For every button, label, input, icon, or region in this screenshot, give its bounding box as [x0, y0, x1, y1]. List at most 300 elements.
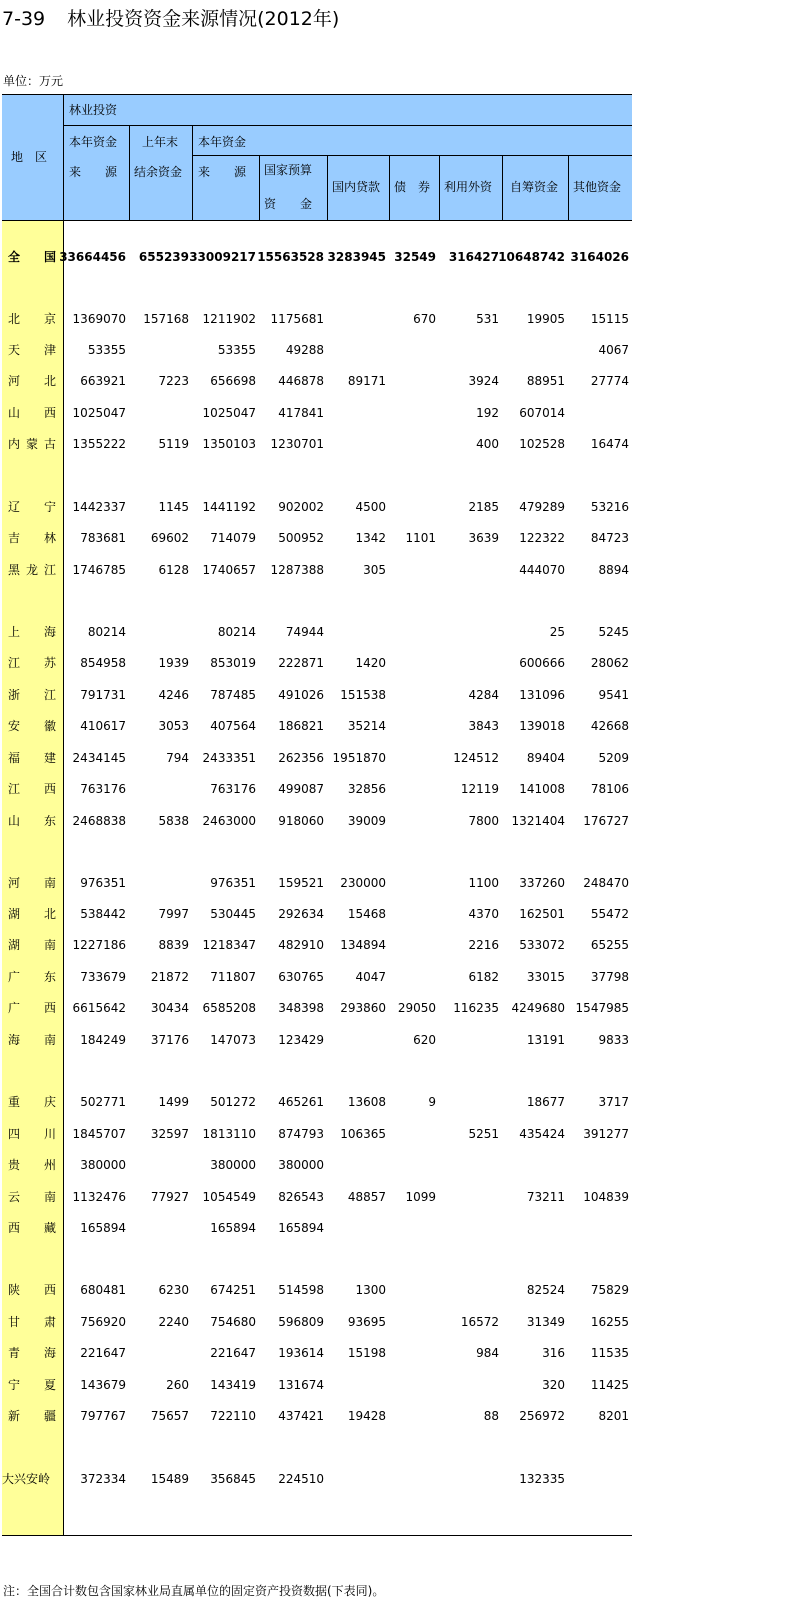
value-cell: 316427: [448, 250, 499, 264]
value-cell: 93695: [347, 1315, 386, 1329]
value-cell: 19905: [526, 312, 565, 326]
value-cell: 3053: [158, 719, 189, 733]
table-row: [2, 1187, 632, 1207]
value-cell: 756920: [80, 1315, 126, 1329]
value-cell: 224510: [278, 1472, 324, 1486]
table-row: [2, 371, 632, 391]
value-cell: 826543: [278, 1190, 324, 1204]
header-vline: [502, 155, 503, 220]
value-cell: 292634: [278, 907, 324, 921]
value-cell: 763176: [210, 782, 256, 796]
table-row: [2, 1312, 632, 1332]
value-cell: 711807: [210, 970, 256, 984]
value-cell: 530445: [210, 907, 256, 921]
value-cell: 1300: [355, 1283, 386, 1297]
value-cell: 3717: [598, 1095, 629, 1109]
value-cell: 11535: [590, 1346, 629, 1360]
value-cell: 165894: [210, 1221, 256, 1235]
value-cell: 763176: [80, 782, 126, 796]
region-name: 四川: [8, 1127, 56, 1141]
value-cell: 5838: [158, 814, 189, 828]
value-cell: 1746785: [72, 563, 126, 577]
table-top-border: [2, 94, 632, 95]
value-cell: 106365: [340, 1127, 386, 1141]
table-row: [2, 716, 632, 736]
value-cell: 124512: [453, 751, 499, 765]
value-cell: 5209: [598, 751, 629, 765]
value-cell: 6585208: [202, 1001, 256, 1015]
header-vline: [259, 155, 260, 220]
value-cell: 437421: [278, 1409, 324, 1423]
value-cell: 976351: [80, 876, 126, 890]
value-cell: 417841: [278, 406, 324, 420]
value-cell: 918060: [278, 814, 324, 828]
value-cell: 84723: [590, 531, 629, 545]
value-cell: 123429: [278, 1033, 324, 1047]
value-cell: 6230: [158, 1283, 189, 1297]
header-col7: 利用外资: [444, 180, 493, 194]
value-cell: 391277: [583, 1127, 629, 1141]
value-cell: 1420: [355, 656, 386, 670]
value-cell: 42668: [590, 719, 629, 733]
value-cell: 69602: [150, 531, 189, 545]
region-name: 山东: [8, 814, 56, 828]
value-cell: 8894: [598, 563, 629, 577]
value-cell: 6182: [468, 970, 499, 984]
value-cell: 141008: [519, 782, 565, 796]
value-cell: 15563528: [257, 250, 324, 264]
value-cell: 88951: [526, 374, 565, 388]
value-cell: 7997: [158, 907, 189, 921]
header-forestry-investment: 林业投资: [69, 103, 118, 117]
value-cell: 533072: [519, 938, 565, 952]
value-cell: 157168: [143, 312, 189, 326]
value-cell: 192: [476, 406, 499, 420]
value-cell: 491026: [278, 688, 324, 702]
value-cell: 15489: [150, 1472, 189, 1486]
table-row: [2, 653, 632, 673]
value-cell: 1230701: [270, 437, 324, 451]
value-cell: 9541: [598, 688, 629, 702]
table-row: [2, 998, 632, 1018]
value-cell: 186821: [278, 719, 324, 733]
region-name: 山西: [8, 406, 56, 420]
value-cell: 337260: [519, 876, 565, 890]
value-cell: 75829: [590, 1283, 629, 1297]
data-table: [2, 94, 632, 1536]
value-cell: 32597: [150, 1127, 189, 1141]
value-cell: 380000: [210, 1158, 256, 1172]
value-cell: 1211902: [202, 312, 256, 326]
region-name: 安徽: [8, 719, 56, 733]
region-name: 青海: [8, 1346, 56, 1360]
page-title: [2, 4, 339, 31]
table-number: 7-39: [2, 8, 46, 30]
value-cell: 6615642: [72, 1001, 126, 1015]
value-cell: 33664456: [59, 250, 126, 264]
value-cell: 1951870: [332, 751, 386, 765]
value-cell: 674251: [210, 1283, 256, 1297]
table-row: [2, 528, 632, 548]
value-cell: 853019: [210, 656, 256, 670]
region-name: 上海: [8, 625, 56, 639]
value-cell: 400: [476, 437, 499, 451]
value-cell: 531: [476, 312, 499, 326]
value-cell: 151538: [340, 688, 386, 702]
value-cell: 222871: [278, 656, 324, 670]
value-cell: 35214: [347, 719, 386, 733]
value-cell: 8201: [598, 1409, 629, 1423]
value-cell: 21872: [150, 970, 189, 984]
value-cell: 1441192: [202, 500, 256, 514]
region-name: 云南: [8, 1190, 56, 1204]
value-cell: 53355: [87, 343, 126, 357]
table-row: [2, 811, 632, 831]
value-cell: 500952: [278, 531, 324, 545]
value-cell: 874793: [278, 1127, 324, 1141]
value-cell: 2468838: [72, 814, 126, 828]
value-cell: 184249: [80, 1033, 126, 1047]
header-col2-line1: 上年末: [142, 135, 179, 149]
value-cell: 607014: [519, 406, 565, 420]
value-cell: 1350103: [202, 437, 256, 451]
value-cell: 147073: [210, 1033, 256, 1047]
region-name: 新疆: [8, 1409, 56, 1423]
value-cell: 596809: [278, 1315, 324, 1329]
value-cell: 791731: [80, 688, 126, 702]
value-cell: 162501: [519, 907, 565, 921]
value-cell: 1025047: [202, 406, 256, 420]
value-cell: 4370: [468, 907, 499, 921]
value-cell: 27774: [590, 374, 629, 388]
value-cell: 7223: [158, 374, 189, 388]
region-name: 浙江: [8, 688, 56, 702]
value-cell: 1499: [158, 1095, 189, 1109]
value-cell: 16255: [590, 1315, 629, 1329]
header-vline: [327, 155, 328, 220]
value-cell: 410617: [80, 719, 126, 733]
header-vline: [129, 125, 130, 220]
value-cell: 1355222: [72, 437, 126, 451]
region-name: 湖南: [8, 938, 56, 952]
region-name: 湖北: [8, 907, 56, 921]
table-row: [2, 1218, 632, 1238]
value-cell: 984: [476, 1346, 499, 1360]
value-cell: 33009217: [189, 250, 256, 264]
value-cell: 13608: [347, 1095, 386, 1109]
value-cell: 305: [363, 563, 386, 577]
table-row: [2, 622, 632, 642]
value-cell: 256972: [519, 1409, 565, 1423]
value-cell: 3924: [468, 374, 499, 388]
value-cell: 53216: [590, 500, 629, 514]
table-row: [2, 748, 632, 768]
header-vline: [389, 155, 390, 220]
value-cell: 221647: [80, 1346, 126, 1360]
value-cell: 293860: [340, 1001, 386, 1015]
value-cell: 89404: [526, 751, 565, 765]
value-cell: 88: [483, 1409, 499, 1423]
region-name: 天津: [8, 343, 56, 357]
region-name: 内蒙古: [8, 437, 56, 451]
header-col5: 国内贷款: [332, 180, 381, 194]
header-col1-line2: 来 源: [69, 165, 118, 179]
value-cell: 131096: [519, 688, 565, 702]
value-cell: 2185: [468, 500, 499, 514]
value-cell: 482910: [278, 938, 324, 952]
value-cell: 15468: [347, 907, 386, 921]
value-cell: 53355: [217, 343, 256, 357]
header-vline: [568, 155, 569, 220]
value-cell: 30434: [150, 1001, 189, 1015]
value-cell: 1101: [405, 531, 436, 545]
value-cell: 260: [166, 1378, 189, 1392]
value-cell: 465261: [278, 1095, 324, 1109]
header-line-2: [192, 155, 632, 156]
header-bg: [63, 94, 632, 220]
value-cell: 444070: [519, 563, 565, 577]
value-cell: 165894: [278, 1221, 324, 1235]
region-name: 江西: [8, 782, 56, 796]
value-cell: 656698: [210, 374, 256, 388]
value-cell: 4249680: [511, 1001, 565, 1015]
value-cell: 5119: [158, 437, 189, 451]
value-cell: 1939: [158, 656, 189, 670]
value-cell: 620: [413, 1033, 436, 1047]
value-cell: 74944: [285, 625, 324, 639]
header-col8: 自筹资金: [510, 180, 559, 194]
value-cell: 976351: [210, 876, 256, 890]
value-cell: 221647: [210, 1346, 256, 1360]
value-cell: 797767: [80, 1409, 126, 1423]
region-name: 辽宁: [8, 500, 56, 514]
value-cell: 2433351: [202, 751, 256, 765]
value-cell: 37798: [590, 970, 629, 984]
value-cell: 407564: [210, 719, 256, 733]
value-cell: 48857: [347, 1190, 386, 1204]
value-cell: 139018: [519, 719, 565, 733]
value-cell: 1442337: [72, 500, 126, 514]
header-col2-line2: 结余资金: [134, 165, 183, 179]
table-row: [2, 1469, 632, 1489]
value-cell: 854958: [80, 656, 126, 670]
region-name: 广西: [8, 1001, 56, 1015]
value-cell: 262356: [278, 751, 324, 765]
value-cell: 538442: [80, 907, 126, 921]
table-row: [2, 1343, 632, 1363]
value-cell: 733679: [80, 970, 126, 984]
value-cell: 18677: [526, 1095, 565, 1109]
table-row: [2, 1280, 632, 1300]
table-row: [2, 935, 632, 955]
region-name: 北京: [8, 312, 56, 326]
value-cell: 356845: [210, 1472, 256, 1486]
value-cell: 37176: [150, 1033, 189, 1047]
value-cell: 1342: [355, 531, 386, 545]
value-cell: 372334: [80, 1472, 126, 1486]
region-name: 福建: [8, 751, 56, 765]
region-name: 河北: [8, 374, 56, 388]
value-cell: 25: [549, 625, 565, 639]
value-cell: 134894: [340, 938, 386, 952]
region-name: 黑龙江: [8, 563, 56, 577]
header-col4-line2: 资 金: [264, 197, 313, 211]
value-cell: 80214: [217, 625, 256, 639]
value-cell: 9833: [598, 1033, 629, 1047]
header-col9: 其他资金: [573, 180, 622, 194]
value-cell: 31349: [526, 1315, 565, 1329]
table-row: [2, 434, 632, 454]
value-cell: 75657: [150, 1409, 189, 1423]
header-col4-line1: 国家预算: [264, 163, 313, 177]
value-cell: 514598: [278, 1283, 324, 1297]
region-name: 贵州: [8, 1158, 56, 1172]
value-cell: 102528: [519, 437, 565, 451]
value-cell: 1175681: [270, 312, 324, 326]
unit-label: 单位：万元: [3, 74, 64, 88]
table-row: [2, 904, 632, 924]
value-cell: 15115: [590, 312, 629, 326]
value-cell: 2216: [468, 938, 499, 952]
value-cell: 4246: [158, 688, 189, 702]
value-cell: 33015: [526, 970, 565, 984]
value-cell: 9: [428, 1095, 436, 1109]
value-cell: 29050: [397, 1001, 436, 1015]
table-row: [2, 309, 632, 329]
table-row: [2, 1406, 632, 1426]
value-cell: 159521: [278, 876, 324, 890]
table-row: [2, 403, 632, 423]
value-cell: 28062: [590, 656, 629, 670]
value-cell: 16572: [460, 1315, 499, 1329]
value-cell: 104839: [583, 1190, 629, 1204]
value-cell: 1227186: [72, 938, 126, 952]
value-cell: 1845707: [72, 1127, 126, 1141]
header-col3: 来 源: [198, 165, 247, 179]
value-cell: 248470: [583, 876, 629, 890]
value-cell: 714079: [210, 531, 256, 545]
header-current-year-group: 本年资金: [198, 135, 247, 149]
region-name: 宁夏: [8, 1378, 56, 1392]
value-cell: 13191: [526, 1033, 565, 1047]
value-cell: 3283945: [327, 250, 386, 264]
header-line-1: [63, 125, 632, 126]
value-cell: 1145: [158, 500, 189, 514]
value-cell: 446878: [278, 374, 324, 388]
value-cell: 8839: [158, 938, 189, 952]
value-cell: 176727: [583, 814, 629, 828]
value-cell: 193614: [278, 1346, 324, 1360]
region-name: 全国: [8, 250, 56, 264]
value-cell: 143419: [210, 1378, 256, 1392]
value-cell: 10648742: [498, 250, 565, 264]
region-name: 重庆: [8, 1095, 56, 1109]
header-col6: 债 券: [394, 180, 431, 194]
value-cell: 73211: [526, 1190, 565, 1204]
value-cell: 32549: [394, 250, 436, 264]
value-cell: 663921: [80, 374, 126, 388]
value-cell: 1547985: [575, 1001, 629, 1015]
value-cell: 499087: [278, 782, 324, 796]
header-vline: [192, 125, 193, 220]
region-name: 海南: [8, 1033, 56, 1047]
table-row: [2, 685, 632, 705]
value-cell: 670: [413, 312, 436, 326]
value-cell: 32856: [347, 782, 386, 796]
value-cell: 6128: [158, 563, 189, 577]
value-cell: 5245: [598, 625, 629, 639]
table-row: [2, 497, 632, 517]
value-cell: 78106: [590, 782, 629, 796]
value-cell: 3639: [468, 531, 499, 545]
value-cell: 1025047: [72, 406, 126, 420]
region-name: 广东: [8, 970, 56, 984]
value-cell: 630765: [278, 970, 324, 984]
value-cell: 165894: [80, 1221, 126, 1235]
value-cell: 348398: [278, 1001, 324, 1015]
value-cell: 680481: [80, 1283, 126, 1297]
value-cell: 4067: [598, 343, 629, 357]
value-cell: 82524: [526, 1283, 565, 1297]
table-row: [2, 1092, 632, 1112]
value-cell: 11425: [590, 1378, 629, 1392]
header-col1-line1: 本年资金: [69, 135, 118, 149]
region-name: 吉林: [8, 531, 56, 545]
table-row: [2, 560, 632, 580]
value-cell: 380000: [80, 1158, 126, 1172]
value-cell: 131674: [278, 1378, 324, 1392]
region-name: 江苏: [8, 656, 56, 670]
value-cell: 80214: [87, 625, 126, 639]
value-cell: 320: [542, 1378, 565, 1392]
value-cell: 4500: [355, 500, 386, 514]
value-cell: 655239: [138, 250, 189, 264]
value-cell: 5251: [468, 1127, 499, 1141]
value-cell: 1132476: [72, 1190, 126, 1204]
value-cell: 2240: [158, 1315, 189, 1329]
value-cell: 55472: [590, 907, 629, 921]
value-cell: 783681: [80, 531, 126, 545]
table-row: [2, 967, 632, 987]
value-cell: 380000: [278, 1158, 324, 1172]
value-cell: 902002: [278, 500, 324, 514]
region-name: 大兴安岭: [2, 1472, 51, 1486]
value-cell: 1740657: [202, 563, 256, 577]
value-cell: 4047: [355, 970, 386, 984]
region-name: 西藏: [8, 1221, 56, 1235]
value-cell: 787485: [210, 688, 256, 702]
value-cell: 77927: [150, 1190, 189, 1204]
value-cell: 1813110: [202, 1127, 256, 1141]
table-row: [2, 1375, 632, 1395]
region-name: 陕西: [8, 1283, 56, 1297]
value-cell: 501272: [210, 1095, 256, 1109]
value-cell: 722110: [210, 1409, 256, 1423]
table-row: [2, 1030, 632, 1050]
value-cell: 754680: [210, 1315, 256, 1329]
value-cell: 4284: [468, 688, 499, 702]
value-cell: 65255: [590, 938, 629, 952]
value-cell: 1054549: [202, 1190, 256, 1204]
value-cell: 230000: [340, 876, 386, 890]
table-row: [2, 779, 632, 799]
value-cell: 479289: [519, 500, 565, 514]
value-cell: 1287388: [270, 563, 324, 577]
value-cell: 1218347: [202, 938, 256, 952]
value-cell: 1100: [468, 876, 499, 890]
value-cell: 16474: [590, 437, 629, 451]
value-cell: 435424: [519, 1127, 565, 1141]
